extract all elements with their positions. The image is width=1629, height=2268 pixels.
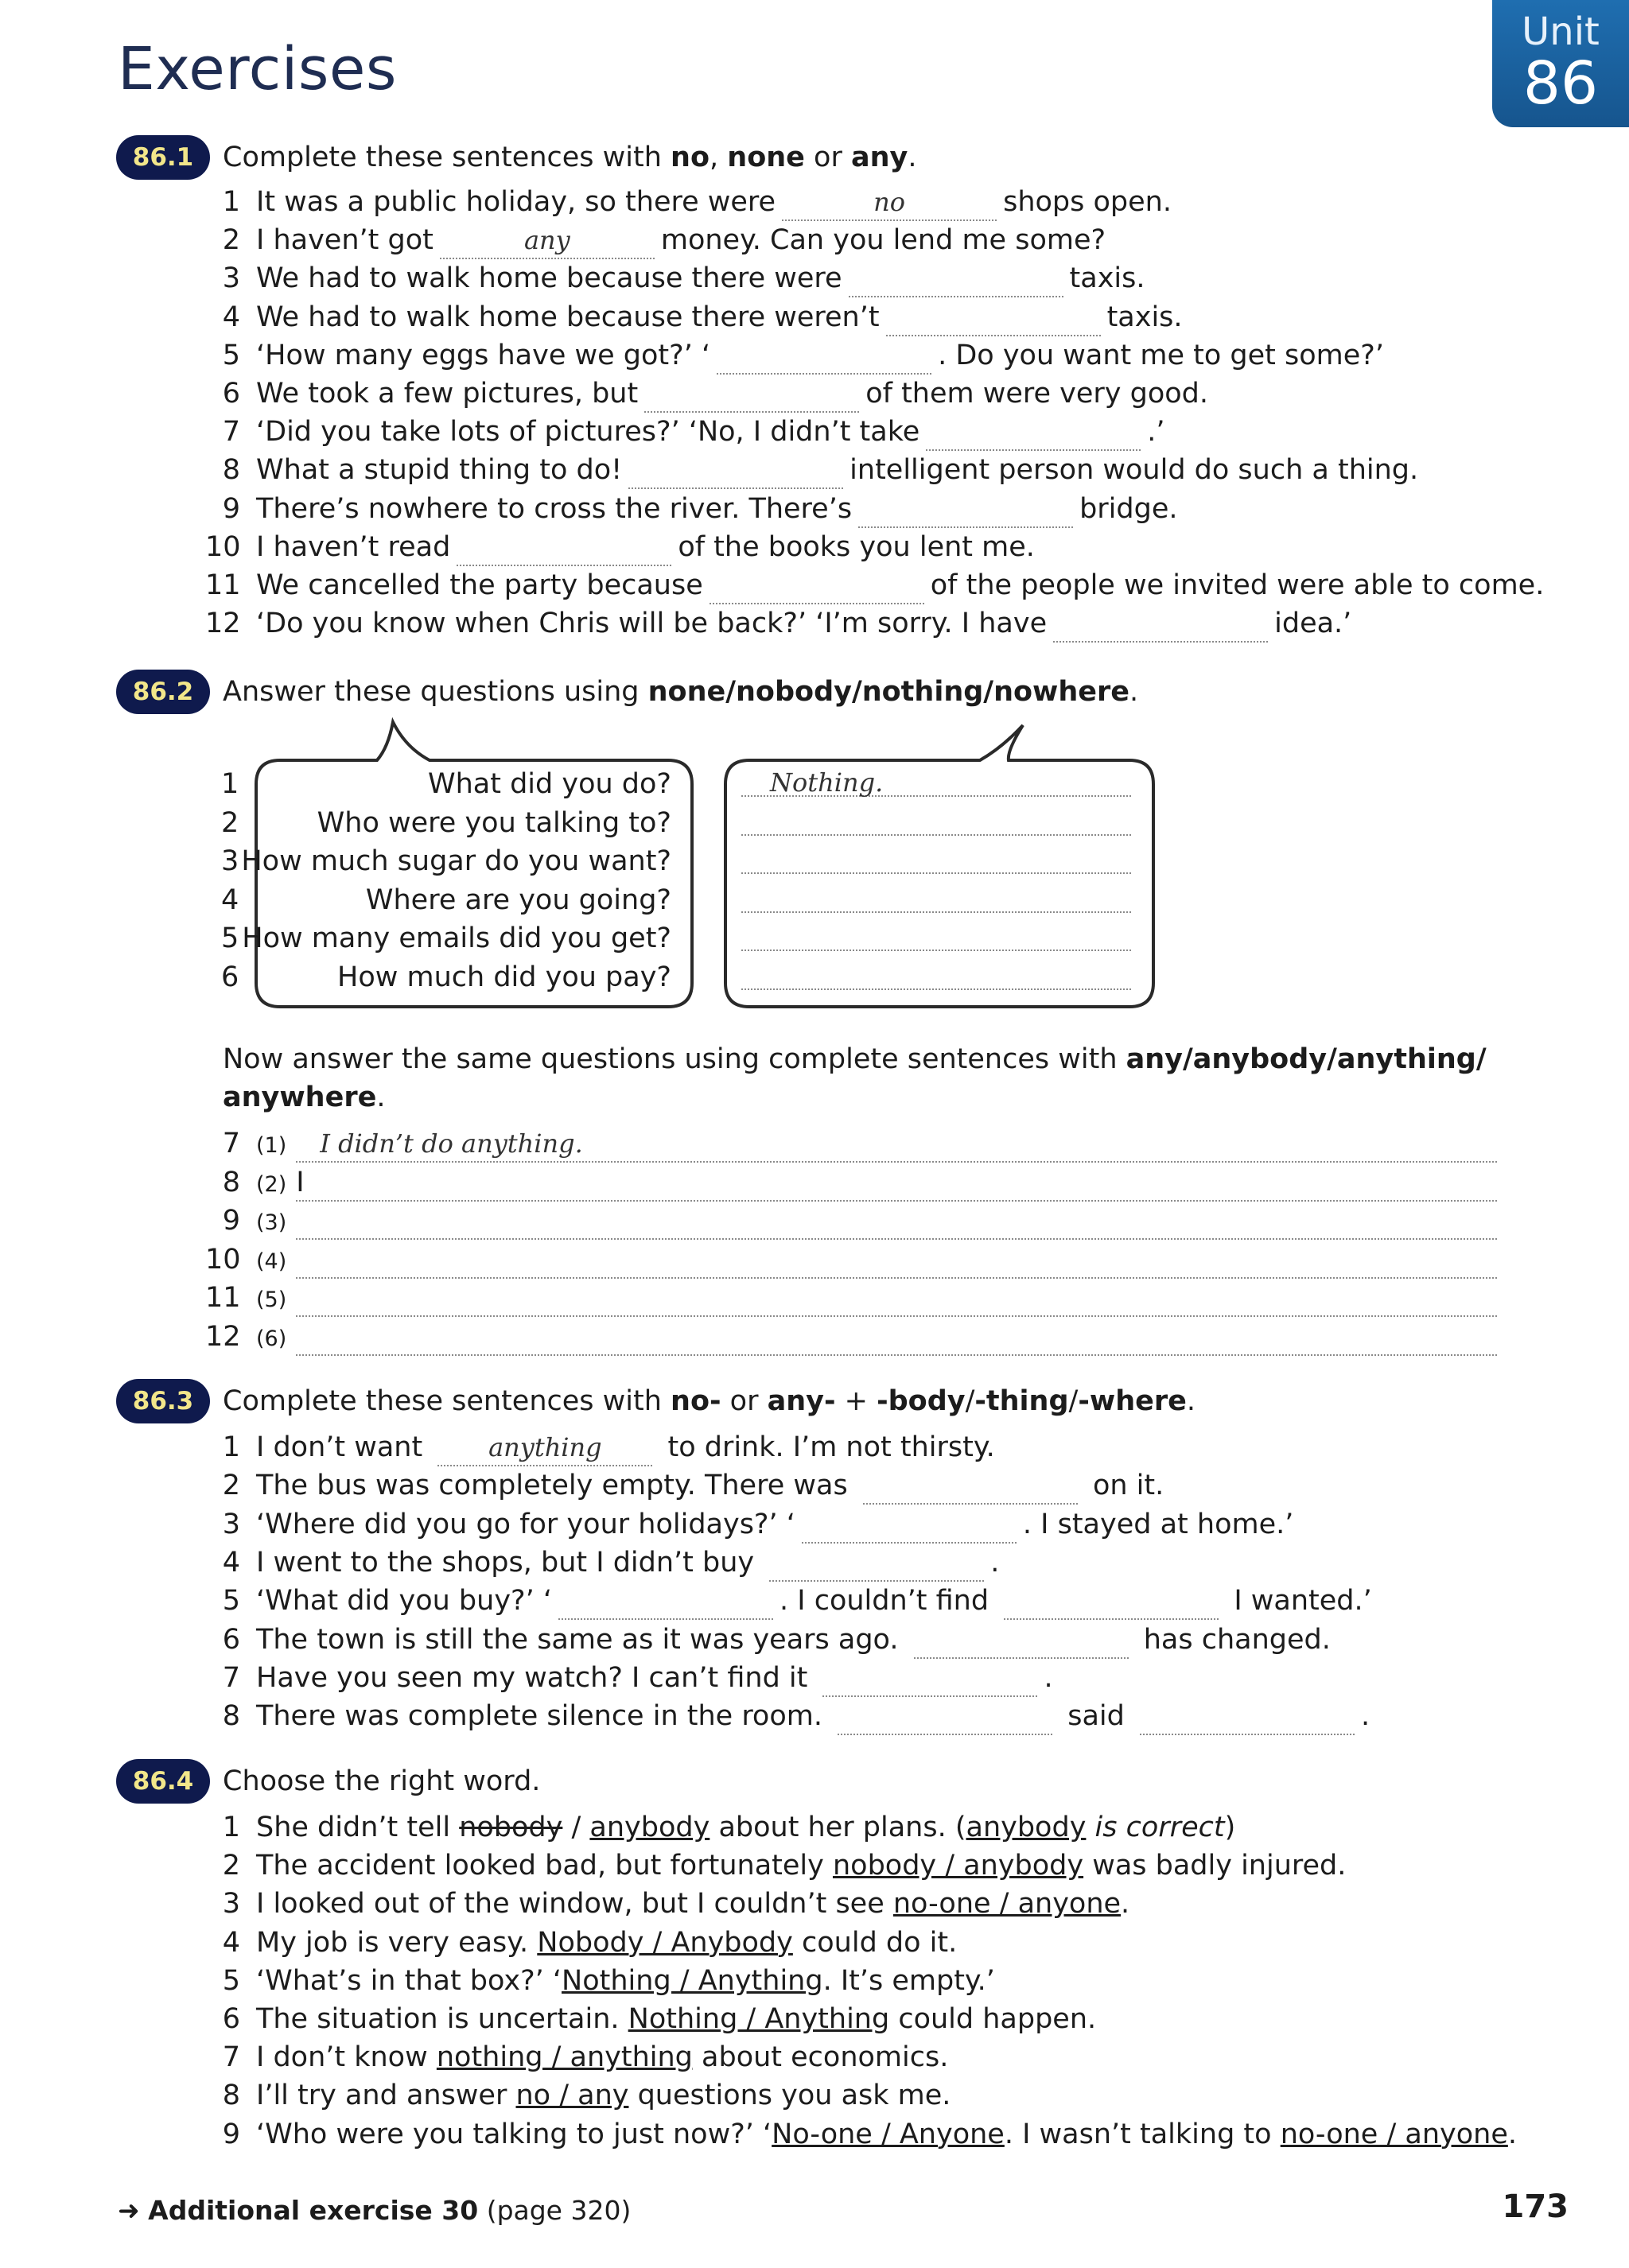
handwritten-answer: I didn’t do anything. xyxy=(320,1128,583,1159)
word-choice[interactable]: No-one / Anyone xyxy=(772,2118,1005,2150)
item-number: 7 xyxy=(222,1661,240,1694)
item-text: It was a public holiday, so there were xyxy=(256,186,776,218)
question-text: How much sugar do you want? xyxy=(241,845,671,877)
item-text-end: of them were very good. xyxy=(865,378,1209,410)
section-86-3-instruction: Complete these sentences with no- or any- + -body/-thing/-where. xyxy=(223,1385,1196,1417)
item-text: The situation is uncertain. xyxy=(256,2003,628,2035)
exercise-row xyxy=(205,2002,1096,2037)
item-text: ‘Who were you talking to just now?’ ‘ xyxy=(256,2118,772,2150)
item-number: 7 xyxy=(222,2041,240,2074)
item-text-end: money. Can you lend me some? xyxy=(660,224,1106,257)
answer-row xyxy=(205,1280,1497,1318)
item-number: 10 xyxy=(205,1243,241,1276)
item-text: . xyxy=(1044,1661,1053,1694)
exercise-row xyxy=(205,2117,1517,2152)
answer-line[interactable] xyxy=(741,988,1131,990)
item-text: could do it. xyxy=(792,1926,958,1959)
item-text: ) xyxy=(1224,1812,1236,1843)
item-text: . xyxy=(1121,1888,1130,1920)
item-number: 6 xyxy=(222,1623,240,1656)
additional-exercise-link[interactable]: ➜ Additional exercise 30 (page 320) xyxy=(118,2195,632,2226)
answer-blank[interactable] xyxy=(769,1545,984,1582)
item-number: 10 xyxy=(205,530,241,563)
item-number: 11 xyxy=(205,1282,241,1314)
item-text: about economics. xyxy=(692,2041,949,2074)
answer-line[interactable] xyxy=(296,1126,1497,1163)
item-text: questions you ask me. xyxy=(628,2080,951,2112)
answer-line[interactable] xyxy=(296,1242,1497,1279)
exercise-row xyxy=(205,1848,1346,1883)
item-text: ‘How many eggs have we got?’ ‘ xyxy=(256,339,711,371)
exercise-row xyxy=(205,1925,957,1960)
item-number: 6 xyxy=(222,378,240,410)
item-text: I don’t want xyxy=(256,1431,432,1463)
exercise-row xyxy=(205,1660,1053,1697)
item-number: 8 xyxy=(222,454,240,487)
section-86-1-instruction: Complete these sentences with no, none or any. xyxy=(223,142,917,173)
item-number: 7 xyxy=(222,1128,240,1159)
item-text: ‘Do you know when Chris will be back?’ ‘I’m sorry. I have xyxy=(256,608,1048,640)
exercise-row xyxy=(205,1810,1235,1845)
item-text: . xyxy=(1360,1700,1370,1733)
item-text: / xyxy=(562,1812,590,1843)
answer-blank[interactable] xyxy=(822,1660,1037,1697)
section-badge-86-2: 86.2 xyxy=(116,670,210,714)
exercise-row xyxy=(205,1886,1129,1921)
item-text: could happen. xyxy=(889,2003,1097,2035)
item-text-end: intelligent person would do such a thing. xyxy=(849,454,1419,487)
item-text: . I wasn’t talking to xyxy=(1004,2118,1281,2150)
word-choice[interactable]: no / any xyxy=(515,2080,629,2112)
section-86-2-instruction-2: Now answer the same questions using complete sentences with any/anybody/anything/ xyxy=(223,1043,1487,1075)
answer-blank[interactable] xyxy=(863,1468,1078,1505)
item-text: We had to walk home because there weren’t xyxy=(256,301,880,333)
question-reference: (6) xyxy=(256,1326,287,1351)
item-text: . xyxy=(1507,2118,1517,2150)
item-number: 4 xyxy=(222,301,240,333)
section-86-2-instruction-2-line2: anywhere. xyxy=(223,1082,386,1113)
question-reference: (3) xyxy=(256,1210,287,1235)
item-text: I haven’t read xyxy=(256,530,451,563)
item-text xyxy=(1086,1812,1094,1843)
section-86-2-instruction: Answer these questions using none/nobody/nothing/nowhere. xyxy=(223,676,1139,708)
question-text: Where are you going? xyxy=(365,884,671,916)
word-choice[interactable]: Nobody / Anybody xyxy=(537,1926,793,1959)
item-number: 5 xyxy=(222,339,240,371)
exercise-row xyxy=(205,1699,1370,1735)
question-reference: (1) xyxy=(256,1133,287,1158)
item-text: on it. xyxy=(1083,1470,1164,1502)
item-number: 4 xyxy=(222,1546,240,1579)
item-text: I’ll try and answer xyxy=(256,2080,516,2112)
answer-blank[interactable] xyxy=(1140,1699,1355,1735)
answer-line[interactable] xyxy=(296,1319,1497,1356)
item-text: The town is still the same as it was years ago. xyxy=(256,1623,908,1656)
question-number: 4 xyxy=(221,884,239,916)
item-text-end: bridge. xyxy=(1079,492,1178,525)
handwritten-answer: I xyxy=(296,1166,305,1198)
item-number: 2 xyxy=(222,1850,240,1882)
item-number: 7 xyxy=(222,416,240,449)
answer-row xyxy=(205,1203,1497,1241)
question-reference: (2) xyxy=(256,1171,287,1197)
item-text-end: of the books you lent me. xyxy=(678,530,1035,563)
item-number: 4 xyxy=(222,1926,240,1959)
item-number: 9 xyxy=(222,1205,240,1237)
question-text: What did you do? xyxy=(427,768,671,800)
item-number: 3 xyxy=(222,1888,240,1920)
item-text: . It’s empty.’ xyxy=(822,1964,995,1997)
answer-line[interactable] xyxy=(296,1165,1497,1202)
item-text-end: idea.’ xyxy=(1274,608,1352,640)
exercise-row xyxy=(205,1963,995,1998)
arrow-right-icon: ➜ xyxy=(118,2195,140,2226)
item-number: 6 xyxy=(222,2003,240,2035)
item-number: 8 xyxy=(222,1700,240,1733)
item-number: 5 xyxy=(222,1585,240,1618)
answer-row xyxy=(205,1319,1497,1357)
word-choice[interactable]: no-one / anyone xyxy=(892,1888,1122,1920)
item-text-end: of the people we invited were able to come. xyxy=(930,569,1545,601)
item-text: to drink. I’m not thirsty. xyxy=(659,1431,995,1463)
item-number: 12 xyxy=(205,608,241,640)
item-number: 1 xyxy=(222,1431,240,1463)
item-text: I haven’t got xyxy=(256,224,433,257)
item-text: ‘What’s in that box?’ ‘ xyxy=(256,1964,562,1997)
item-number: 9 xyxy=(222,492,240,525)
answer-row xyxy=(205,1165,1497,1202)
item-text: has changed. xyxy=(1134,1623,1331,1656)
question-text: Who were you talking to? xyxy=(317,806,671,839)
item-text-end: taxis. xyxy=(1069,262,1145,295)
item-text: We cancelled the party because xyxy=(256,569,703,601)
question-number: 5 xyxy=(221,922,239,954)
item-text: I looked out of the window, but I couldn’t see xyxy=(256,1888,893,1920)
item-text: The accident looked bad, but fortunately xyxy=(256,1850,833,1882)
question-reference: (5) xyxy=(256,1287,287,1312)
speech-bubbles xyxy=(0,0,1629,1034)
item-text: The bus was completely empty. There was xyxy=(256,1470,857,1502)
answer-blank[interactable] xyxy=(1004,1583,1219,1620)
answer-blank[interactable] xyxy=(437,1430,652,1466)
exercise-row xyxy=(205,1468,1164,1505)
exercise-row xyxy=(205,1545,999,1582)
section-badge-86-1: 86.1 xyxy=(116,135,210,180)
answer-line[interactable] xyxy=(296,1203,1497,1240)
question-number: 1 xyxy=(221,768,239,800)
section-badge-86-3: 86.3 xyxy=(116,1379,210,1423)
item-text: I wanted.’ xyxy=(1225,1585,1372,1618)
handwritten-answer: any xyxy=(523,225,570,256)
item-text: There’s nowhere to cross the river. There’s xyxy=(256,492,853,525)
word-choice[interactable]: anybody xyxy=(966,1812,1087,1843)
item-text: was badly injured. xyxy=(1083,1850,1347,1882)
exercise-row xyxy=(205,1622,1331,1659)
item-text: There was complete silence in the room. xyxy=(256,1700,832,1733)
exercise-row xyxy=(205,2040,948,2075)
item-text: . xyxy=(990,1546,1000,1579)
item-number: 1 xyxy=(222,186,240,218)
item-text: What a stupid thing to do! xyxy=(256,454,623,487)
unit-number: 86 xyxy=(1522,49,1599,118)
handwritten-answer: anything xyxy=(488,1432,602,1462)
item-text-end: shops open. xyxy=(1003,186,1172,218)
item-number: 3 xyxy=(222,262,240,295)
question-reference: (4) xyxy=(256,1249,287,1274)
question-number: 3 xyxy=(221,845,239,877)
word-choice[interactable]: no-one / anyone xyxy=(1280,2118,1508,2150)
answer-blank[interactable] xyxy=(838,1699,1052,1735)
item-text-end: taxis. xyxy=(1106,301,1183,333)
item-text: said xyxy=(1059,1700,1133,1733)
answer-blank[interactable] xyxy=(914,1622,1129,1659)
word-choice-crossed[interactable]: nobody xyxy=(459,1812,563,1843)
item-text: Have you seen my watch? I can’t find it xyxy=(256,1661,817,1694)
answer-line[interactable] xyxy=(741,872,1131,874)
answer-row xyxy=(205,1242,1497,1280)
word-choice[interactable]: Nothing / Anything xyxy=(628,2003,890,2035)
item-text: We took a few pictures, but xyxy=(256,378,639,410)
handwritten-answer: Nothing. xyxy=(770,767,884,798)
exercise-row xyxy=(205,1583,1372,1620)
item-number: 3 xyxy=(222,1508,240,1540)
item-text: ‘Where did you go for your holidays?’ ‘ xyxy=(256,1508,795,1540)
item-text: We had to walk home because there were xyxy=(256,262,842,295)
item-text-end: .’ xyxy=(1147,416,1165,449)
item-number: 8 xyxy=(222,1166,240,1198)
item-number: 9 xyxy=(222,2118,240,2150)
note-text: is correct xyxy=(1094,1812,1225,1843)
item-number: 1 xyxy=(222,1812,240,1843)
answer-row xyxy=(205,1126,1497,1163)
item-text: . I stayed at home.’ xyxy=(1022,1508,1294,1540)
page-number: 173 xyxy=(1502,2188,1569,2225)
answer-line[interactable] xyxy=(741,950,1131,951)
item-number: 5 xyxy=(222,1964,240,1997)
unit-label: Unit xyxy=(1522,10,1600,54)
section-badge-86-4: 86.4 xyxy=(116,1759,210,1804)
answer-line[interactable] xyxy=(741,834,1131,836)
item-text: She didn’t tell xyxy=(256,1812,460,1843)
item-number: 11 xyxy=(205,569,241,601)
question-number: 2 xyxy=(221,806,239,839)
word-choice[interactable]: anybody xyxy=(589,1812,710,1843)
item-text: ‘Did you take lots of pictures?’ ‘No, I didn’t take xyxy=(256,416,920,449)
item-text: My job is very easy. xyxy=(256,1926,538,1959)
question-text: How many emails did you get? xyxy=(242,922,671,954)
page-title: Exercises xyxy=(118,35,397,103)
item-number: 2 xyxy=(222,224,240,257)
item-text-end: . Do you want me to get some?’ xyxy=(938,339,1384,371)
item-number: 8 xyxy=(222,2080,240,2112)
item-text: about her plans. ( xyxy=(710,1812,966,1843)
item-text: I went to the shops, but I didn’t buy xyxy=(256,1546,764,1579)
word-choice[interactable]: nobody / anybody xyxy=(832,1850,1084,1882)
answer-blank[interactable] xyxy=(802,1507,1017,1544)
handwritten-answer: no xyxy=(873,187,906,217)
item-text: ‘What did you buy?’ ‘ xyxy=(256,1585,552,1618)
section-86-4-instruction: Choose the right word. xyxy=(223,1765,541,1797)
item-text: . I couldn’t find xyxy=(780,1585,998,1618)
word-choice[interactable]: nothing / anything xyxy=(436,2041,693,2074)
word-choice[interactable]: Nothing / Anything xyxy=(562,1964,823,1997)
exercise-row xyxy=(205,2078,951,2113)
exercise-row xyxy=(205,1507,1293,1544)
question-text: How much did you pay? xyxy=(337,961,671,993)
item-number: 12 xyxy=(205,1320,241,1353)
question-number: 6 xyxy=(221,961,239,993)
answer-line[interactable] xyxy=(296,1280,1497,1317)
item-number: 2 xyxy=(222,1470,240,1502)
answer-line[interactable] xyxy=(741,911,1131,913)
exercise-row xyxy=(205,1430,995,1466)
answer-blank[interactable] xyxy=(558,1583,773,1620)
item-text: I don’t know xyxy=(256,2041,437,2074)
